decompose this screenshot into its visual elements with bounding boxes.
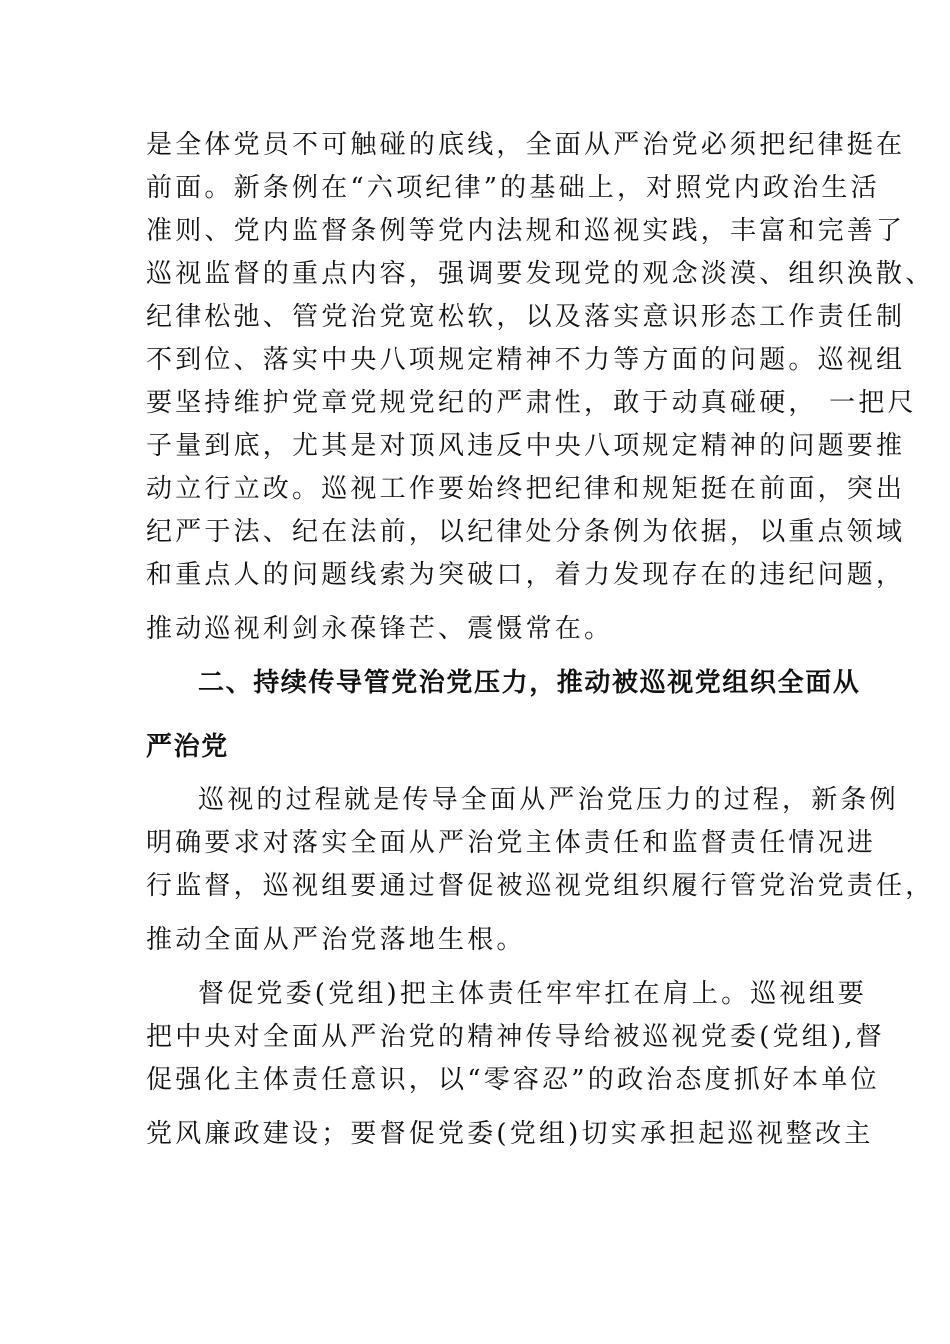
text-line: 巡视的过程就是传导全面从严治党压力的过程，新条例 xyxy=(198,785,899,815)
text-line: 前面。新条例在“六项纪律”的基础上，对照党内政治生活 xyxy=(146,173,880,203)
section-heading: 二、持续传导管党治党压力，推动被巡视党组织全面从 xyxy=(198,668,861,698)
text-line: 推动全面从严治党落地生根。 xyxy=(146,925,526,955)
text-line: 要坚持维护党章党规党纪的严肃性，敢于动真碰硬， 一把尺 xyxy=(146,388,917,418)
text-line: 推动巡视利剑永葆锋芒、震慑常在。 xyxy=(146,614,614,644)
section-heading-continued: 严治党 xyxy=(146,732,229,762)
text-line: 不到位、落实中央八项规定精神不力等方面的问题。巡视组 xyxy=(146,345,906,375)
text-line: 把中央对全面从严治党的精神传导给被巡视党委(党组),督 xyxy=(146,1022,885,1052)
text-line: 巡视监督的重点内容，强调要发现党的观念淡漠、组织涣散、 xyxy=(146,259,935,289)
text-line: 准则、党内监督条例等党内法规和巡视实践，丰富和完善了 xyxy=(146,216,906,246)
text-line: 党风廉政建设；要督促党委(党组)切实承担起巡视整改主 xyxy=(146,1119,874,1149)
text-line: 和重点人的问题线索为突破口，着力发现存在的违纪问题， xyxy=(146,560,906,590)
text-line: 行监督，巡视组要通过督促被巡视党组织履行管党治党责任， xyxy=(146,871,935,901)
text-line: 督促党委(党组)把主体责任牢牢扛在肩上。巡视组要 xyxy=(198,979,868,1009)
text-line: 促强化主体责任意识，以“零容忍”的政治态度抓好本单位 xyxy=(146,1065,880,1095)
text-line: 动立行立改。巡视工作要始终把纪律和规矩挺在前面，突出 xyxy=(146,474,906,504)
text-line: 子量到底，尤其是对顶风违反中央八项规定精神的问题要推 xyxy=(146,431,906,461)
text-line: 是全体党员不可触碰的底线，全面从严治党必须把纪律挺在 xyxy=(146,130,906,160)
text-line: 纪律松弛、管党治党宽松软，以及落实意识形态工作责任制 xyxy=(146,302,906,332)
text-line: 明确要求对落实全面从严治党主体责任和监督责任情况进 xyxy=(146,828,877,858)
text-line: 纪严于法、纪在法前，以纪律处分条例为依据，以重点领域 xyxy=(146,517,906,547)
